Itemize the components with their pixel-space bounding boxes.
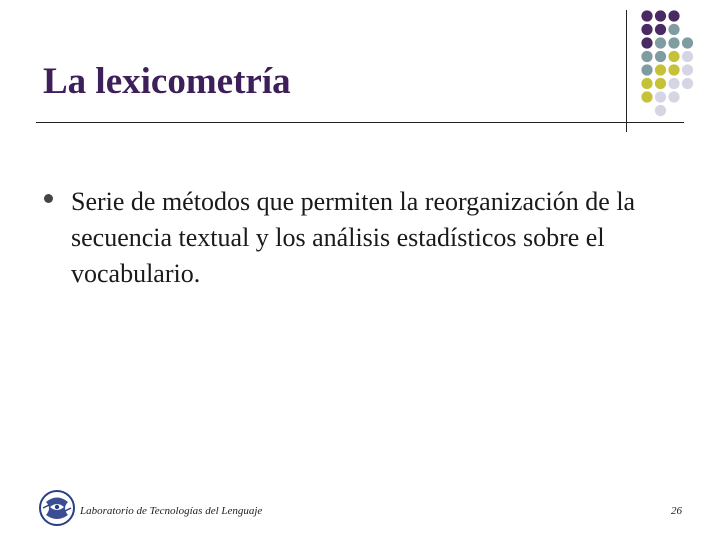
decorative-dot xyxy=(655,78,666,89)
lab-logo-icon xyxy=(38,489,76,527)
page-number: 26 xyxy=(671,505,682,517)
vertical-divider xyxy=(626,10,627,132)
footer-lab-name: Laboratorio de Tecnologías del Lenguaje xyxy=(80,505,263,517)
decorative-dot xyxy=(655,37,666,48)
decorative-dot xyxy=(655,105,666,116)
decorative-dot xyxy=(682,51,693,62)
decorative-dot xyxy=(668,37,679,48)
decorative-dot xyxy=(682,37,693,48)
decorative-dot xyxy=(655,10,666,21)
decorative-dot xyxy=(641,78,652,89)
decorative-dot xyxy=(655,24,666,35)
decorative-dot xyxy=(641,10,652,21)
decorative-dot xyxy=(682,78,693,89)
decorative-dot-grid-icon xyxy=(638,8,698,118)
decorative-dot xyxy=(668,78,679,89)
decorative-dot xyxy=(668,64,679,75)
decorative-dot xyxy=(668,51,679,62)
decorative-dot xyxy=(682,64,693,75)
decorative-dot xyxy=(655,64,666,75)
decorative-dot xyxy=(641,64,652,75)
slide-title: La lexicometría xyxy=(43,61,291,102)
decorative-dot xyxy=(655,51,666,62)
bullet-text: Serie de métodos que permiten la reorganización de la secuencia textual y los análisis estadísticos sobre el vocabulario. xyxy=(71,187,636,288)
decorative-dot xyxy=(641,24,652,35)
bullet-dot-icon xyxy=(44,194,53,203)
decorative-dot xyxy=(668,10,679,21)
decorative-dot xyxy=(641,37,652,48)
title-underline xyxy=(36,122,684,123)
decorative-dot xyxy=(641,91,652,102)
decorative-dot xyxy=(655,91,666,102)
decorative-dot xyxy=(668,91,679,102)
decorative-dot xyxy=(668,24,679,35)
decorative-dot xyxy=(641,51,652,62)
